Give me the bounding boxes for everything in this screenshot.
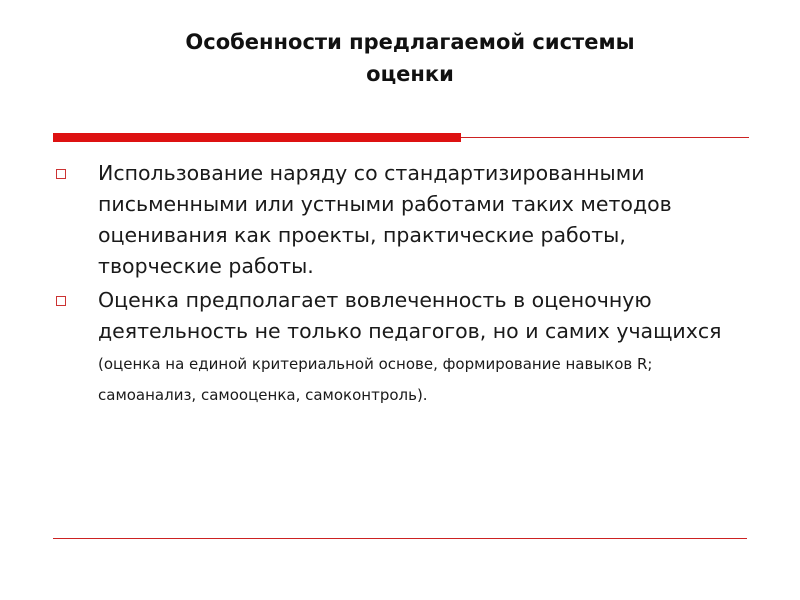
bullet-note-2: (оценка на единой критериальной основе, формирование навыков R; самоанализ, самооценка, самоконтроль). <box>98 355 653 404</box>
slide-title-line-1: Особенности предлагаемой системы <box>185 30 635 54</box>
bullet-item-2 <box>54 285 754 409</box>
footer-divider-line <box>53 538 747 539</box>
slide-title <box>60 26 760 90</box>
bullet-list <box>54 158 754 412</box>
square-bullet-icon <box>56 296 66 306</box>
bullet-text-2: Оценка предполагает вовлеченность в оценочную деятельность не только педагогов, но и самих учащихся <box>98 288 722 343</box>
slide-title-line-2: оценки <box>366 62 454 86</box>
square-bullet-icon <box>56 169 66 179</box>
title-accent-bar <box>53 133 461 142</box>
bullet-item-1 <box>54 158 754 282</box>
bullet-text-1: Использование наряду со стандартизированными письменными или устными работами таких методов оценивания как проекты, практические работы, творческие работы. <box>98 161 672 278</box>
